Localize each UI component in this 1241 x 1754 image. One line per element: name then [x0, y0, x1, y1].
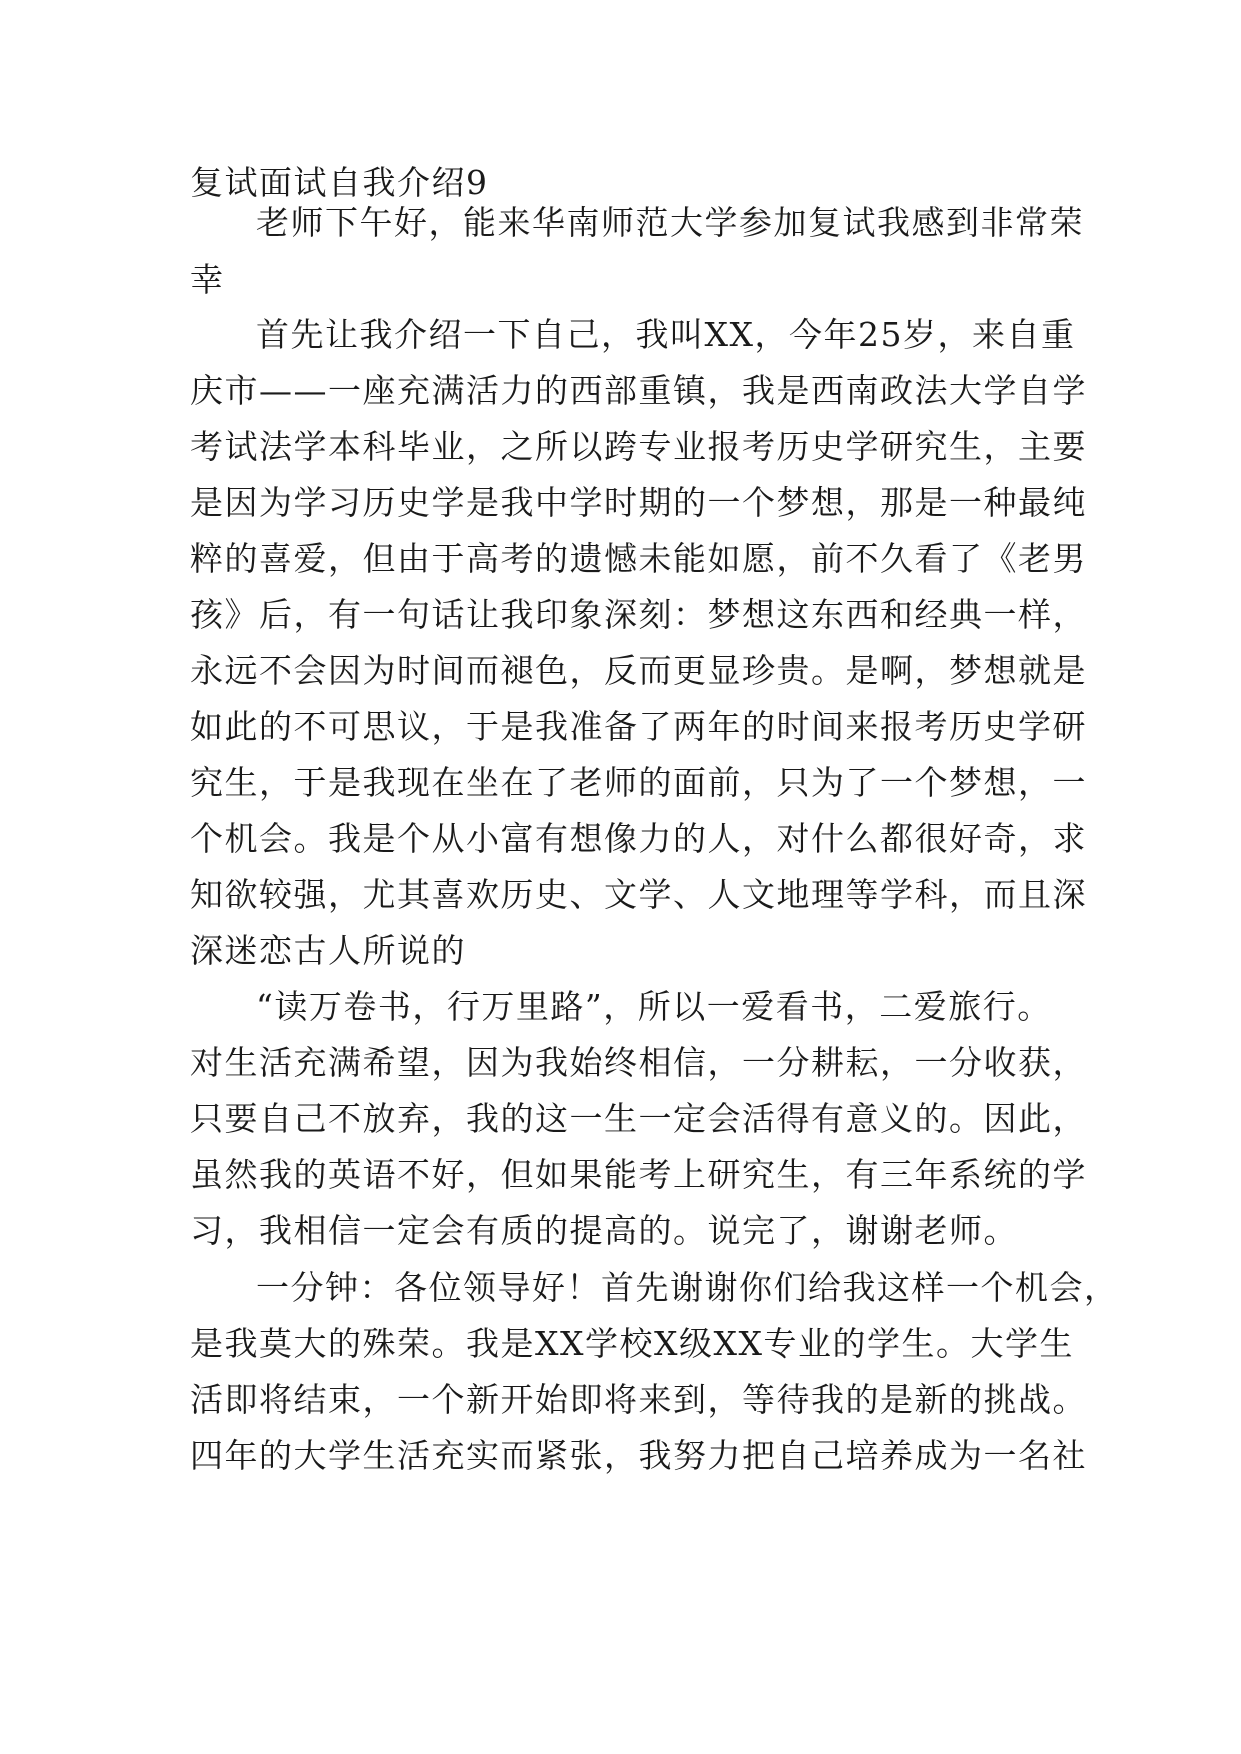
text-line: 习，我相信一定会有质的提高的。说完了，谢谢老师。 — [190, 1211, 1018, 1250]
text-line: “读万卷书，行万里路”，所以一爱看书，二爱旅行。 — [256, 987, 1052, 1026]
text-line: 四年的大学生活充实而紧张，我努力把自己培养成为一名社 — [190, 1436, 1087, 1475]
text-line: 幸 — [190, 260, 225, 299]
document-title: 复试面试自我介绍9 — [190, 163, 489, 202]
text-line: 庆市——一座充满活力的西部重镇，我是西南政法大学自学 — [190, 371, 1087, 410]
text-line: 知欲较强，尤其喜欢历史、文学、人文地理等学科，而且深 — [190, 875, 1087, 914]
text-line: 老师下午好，能来华南师范大学参加复试我感到非常荣 — [256, 203, 1084, 242]
text-line: 虽然我的英语不好，但如果能考上研究生，有三年系统的学 — [190, 1155, 1087, 1194]
text-line: 孩》后，有一句话让我印象深刻：梦想这东西和经典一样， — [190, 595, 1087, 634]
text-line: 一分钟：各位领导好！首先谢谢你们给我这样一个机会， — [256, 1268, 1119, 1307]
text-line: 粹的喜爱，但由于高考的遗憾未能如愿，前不久看了《老男 — [190, 539, 1087, 578]
text-line: 究生，于是我现在坐在了老师的面前，只为了一个梦想，一 — [190, 763, 1087, 802]
text-line: 是因为学习历史学是我中学时期的一个梦想，那是一种最纯 — [190, 483, 1087, 522]
text-line: 考试法学本科毕业，之所以跨专业报考历史学研究生，主要 — [190, 427, 1087, 466]
text-line: 首先让我介绍一下自己，我叫XX，今年25岁，来自重 — [256, 315, 1076, 354]
text-line: 对生活充满希望，因为我始终相信，一分耕耘，一分收获， — [190, 1043, 1087, 1082]
text-line: 永远不会因为时间而褪色，反而更显珍贵。是啊，梦想就是 — [190, 651, 1087, 690]
text-line: 如此的不可思议，于是我准备了两年的时间来报考历史学研 — [190, 707, 1087, 746]
text-line: 个机会。我是个从小富有想像力的人，对什么都很好奇，求 — [190, 819, 1087, 858]
text-line: 活即将结束，一个新开始即将来到，等待我的是新的挑战。 — [190, 1380, 1087, 1419]
text-line: 只要自己不放弃，我的这一生一定会活得有意义的。因此， — [190, 1099, 1087, 1138]
text-line: 深迷恋古人所说的 — [190, 931, 466, 970]
text-line: 是我莫大的殊荣。我是XX学校X级XX专业的学生。大学生 — [190, 1324, 1074, 1363]
